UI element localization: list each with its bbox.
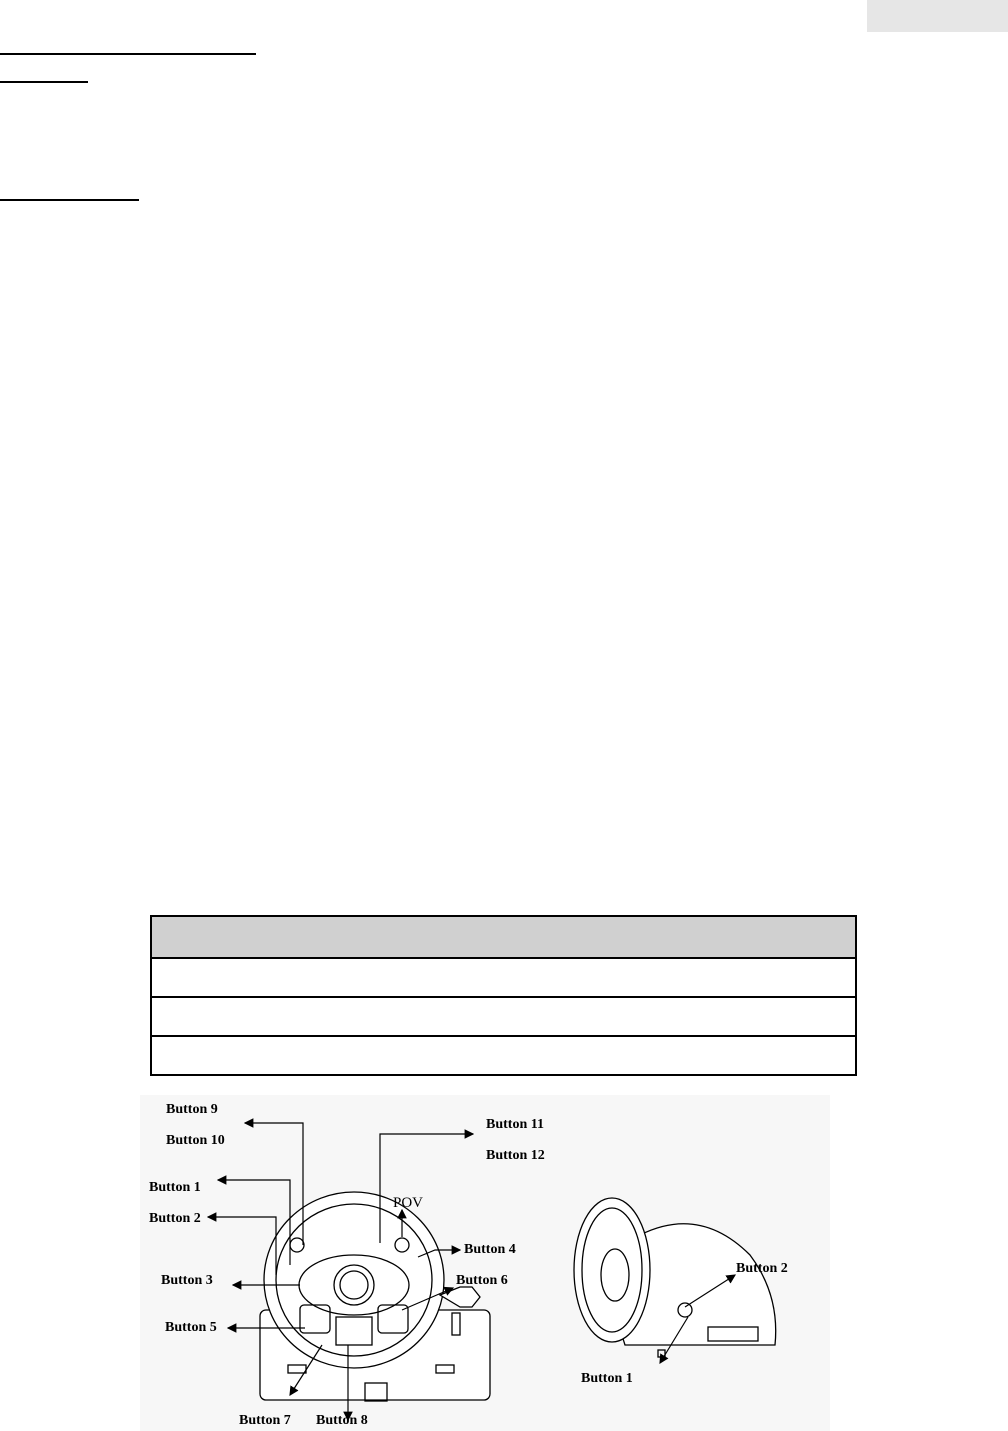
side-label-button-1: Button 1 <box>581 1371 633 1386</box>
label-button-10: Button 10 <box>166 1133 225 1148</box>
label-button-3: Button 3 <box>161 1273 213 1288</box>
side-view-wheel <box>574 1198 776 1357</box>
table-row <box>152 996 855 1035</box>
label-button-1: Button 1 <box>149 1180 201 1195</box>
steering-wheel-button-diagram <box>140 1095 830 1431</box>
table-row <box>152 957 855 996</box>
side-label-button-2: Button 2 <box>736 1261 788 1276</box>
heading-underline-1 <box>0 53 256 55</box>
label-pov: POV <box>393 1195 424 1211</box>
label-button-7: Button 7 <box>239 1413 291 1428</box>
label-button-2: Button 2 <box>149 1211 201 1226</box>
label-button-11: Button 11 <box>486 1117 544 1132</box>
label-button-6: Button 6 <box>456 1273 508 1288</box>
label-button-5: Button 5 <box>165 1320 217 1335</box>
page-tab-marker <box>867 0 1008 32</box>
label-button-12: Button 12 <box>486 1148 545 1163</box>
label-button-4: Button 4 <box>464 1242 516 1257</box>
label-button-9: Button 9 <box>166 1102 218 1117</box>
table-header-row <box>152 917 855 957</box>
heading-underline-2 <box>0 81 88 83</box>
wheel-drawing <box>140 1095 830 1431</box>
front-view-wheel <box>260 1192 490 1401</box>
specifications-table <box>150 915 857 1076</box>
heading-underline-3 <box>0 199 139 201</box>
label-button-8: Button 8 <box>316 1413 368 1428</box>
table-row <box>152 1035 855 1074</box>
